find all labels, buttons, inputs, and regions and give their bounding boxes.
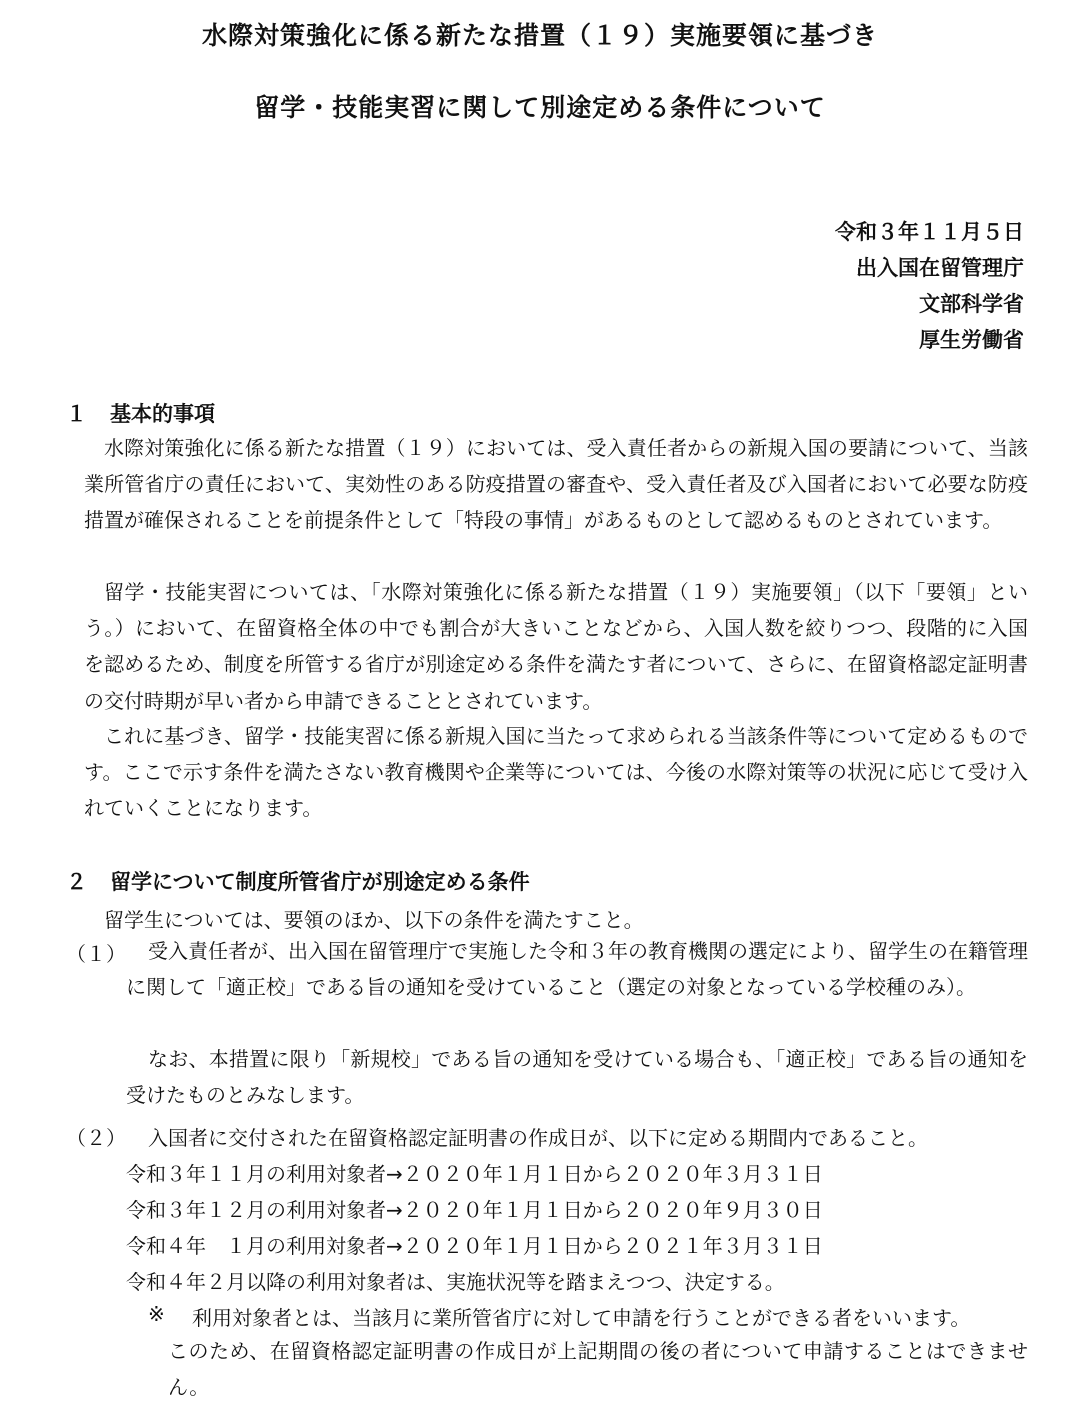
item1-label: （１） — [66, 942, 126, 966]
period-row-3: 令和４年 １月の利用対象者→２０２０年１月１日から２０２１年３月３１日 — [126, 1234, 823, 1258]
item2-label: （２） — [66, 1126, 126, 1150]
remark-line-2: このため、在留資格認定証明書の作成日が上記期間の後の者について申請することはできません。 — [168, 1339, 1028, 1400]
period-row-2: 令和３年１２月の利用対象者→２０２０年１月１日から２０２０年９月３０日 — [126, 1198, 823, 1222]
section2-title: 留学について制度所管省庁が別途定める条件 — [110, 870, 530, 894]
document-title-line1: 水際対策強化に係る新たな措置（１９）実施要領に基づき — [201, 21, 878, 50]
issuer-org-mhlw: 厚生労働省 — [919, 328, 1024, 352]
period-row-4: 令和４年２月以降の利用対象者は、実施状況等を踏まえつつ、決定する。 — [126, 1270, 785, 1294]
issue-date: 令和３年１１月５日 — [835, 220, 1024, 244]
item2-text: 入国者に交付された在留資格認定証明書の作成日が、以下に定める期間内であること。 — [148, 1126, 928, 1150]
remark-mark: ※ — [148, 1302, 165, 1326]
section1-heading — [66, 398, 215, 428]
section1-number: １ — [66, 402, 87, 426]
issuer-org-immigration: 出入国在留管理庁 — [856, 256, 1024, 280]
remark-line-1: 利用対象者とは、当該月に業所管省庁に対して申請を行うことができる者をいいます。 — [192, 1306, 971, 1330]
item1-text: 受入責任者が、出入国在留管理庁で実施した令和３年の教育機関の選定により、留学生の在籍管理に関して「適正校」である旨の通知を受けていること（選定の対象となっている学校種のみ）。 — [126, 939, 1028, 1000]
document-title-line2: 留学・技能実習に関して別途定める条件について — [254, 93, 826, 122]
period-row-1: 令和３年１１月の利用対象者→２０２０年１月１日から２０２０年３月３１日 — [126, 1162, 823, 1186]
section1-paragraph-3: これに基づき、留学・技能実習に係る新規入国に当たって求められる当該条件等について定めるものです。ここで示す条件を満たさない教育機関や企業等については、今後の水際対策等の状況に応じて受け入れていくことになります。 — [84, 724, 1028, 821]
section1-title: 基本的事項 — [110, 402, 215, 426]
section1-paragraph-1: 水際対策強化に係る新たな措置（１９）においては、受入責任者からの新規入国の要請について、当該業所管省庁の責任において、実効性のある防疫措置の審査や、受入責任者及び入国者において必要な防疫措置が確保されることを前提条件として「特段の事情」があるものとして認めるものとされています。 — [84, 436, 1028, 533]
item1-note: なお、本措置に限り「新規校」である旨の通知を受けている場合も、「適正校」である旨の通知を受けたものとみなします。 — [126, 1047, 1028, 1108]
section1-paragraph-2: 留学・技能実習については、「水際対策強化に係る新たな措置（１９）実施要領」（以下「要領」という。）において、在留資格全体の中でも割合が大きいことなどから、入国人数を絞りつつ、段階的に入国を認めるため、制度を所管する省庁が別途定める条件を満たす者について、さらに、在留資格認定証明書の交付時期が早い者から申請できることとされています。 — [84, 580, 1028, 713]
section2-heading — [66, 866, 530, 896]
section2-intro: 留学生については、要領のほか、以下の条件を満たすこと。 — [104, 908, 644, 932]
issuer-block — [835, 214, 1024, 358]
issuer-org-mext: 文部科学省 — [919, 292, 1024, 316]
section2-number: ２ — [66, 870, 87, 894]
